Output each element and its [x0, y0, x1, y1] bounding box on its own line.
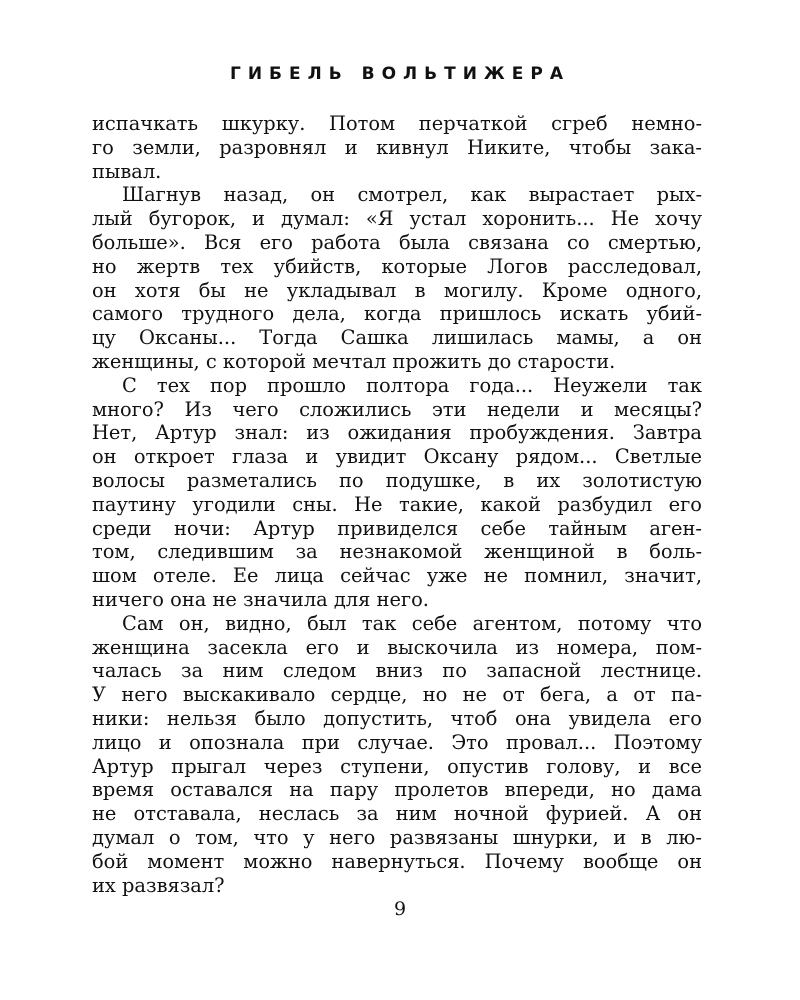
text-line: паутину угодили сны. Не такие, какой разбудил его — [92, 492, 702, 516]
text-line: испачкать шкурку. Потом перчаткой сгреб немно- — [92, 112, 702, 135]
paragraph — [92, 374, 702, 612]
text-line: не отставала, неслась за ним ночной фурией. А он — [92, 802, 702, 826]
text-line: он откроет глаза и увидит Оксану рядом... Светлые — [92, 445, 702, 469]
text-line: среди ночи: Артур привиделся себе тайным аген- — [92, 516, 702, 540]
text-line: самого трудного дела, когда пришлось искать убий- — [92, 302, 702, 326]
text-line: больше». Вся его работа была связана со смертью, — [92, 230, 702, 254]
text-line: думал о том, что у него развязаны шнурки, и в лю- — [92, 825, 702, 849]
text-line: том, следившим за незнакомой женщиной в боль- — [92, 540, 702, 564]
text-line: женщина засекла его и выскочила из номера, пом- — [92, 635, 702, 659]
body-text — [92, 112, 702, 897]
paragraph — [92, 183, 702, 373]
text-line: но жертв тех убийств, которые Логов расследовал, — [92, 254, 702, 278]
page-number: 9 — [393, 898, 407, 920]
running-header-title: ГИБЕЛЬ ВОЛЬТИЖЕРА — [230, 64, 570, 84]
text-line: шом отеле. Ее лица сейчас уже не помнил, значит, — [92, 564, 702, 588]
text-line: го земли, разровнял и кивнул Никите, чтобы зака- — [92, 135, 702, 159]
text-line: Шагнув назад, он смотрел, как вырастает рых- — [122, 183, 702, 207]
text-line: цу Оксаны... Тогда Сашка лишилась мамы, а он — [92, 326, 702, 350]
text-line: чалась за ним следом вниз по запасной лестнице. — [92, 659, 702, 683]
text-line: их развязал? — [92, 873, 225, 897]
text-line: много? Из чего сложились эти недели и месяцы? — [92, 397, 702, 421]
text-line: Артур прыгал через ступени, опустив голову, и все — [92, 754, 702, 778]
text-line: женщины, с которой мечтал прожить до старости. — [92, 349, 616, 373]
text-line: пывал. — [92, 159, 162, 183]
text-line: ники: нельзя было допустить, чтоб она увидела его — [92, 706, 702, 730]
text-line: время оставался на пару пролетов впереди, но дама — [92, 778, 702, 802]
text-line: У него выскакивало сердце, но не от бега, а от па- — [92, 683, 702, 707]
text-line: волосы разметались по подушке, в их золотистую — [92, 468, 702, 492]
text-line: он хотя бы не укладывал в могилу. Кроме одного, — [92, 278, 702, 302]
text-line: ничего она не значила для него. — [92, 587, 429, 611]
text-line: лый бугорок, и думал: «Я устал хоронить... Не хочу — [92, 207, 702, 231]
text-line: бой момент можно навернуться. Почему вообще он — [92, 849, 702, 873]
paragraph — [92, 612, 702, 898]
text-line: С тех пор прошло полтора года... Неужели так — [122, 373, 702, 397]
text-line: Сам он, видно, был так себе агентом, потому что — [122, 611, 702, 635]
text-line: лицо и опознала при случае. Это провал... Поэтому — [92, 730, 702, 754]
text-line: Нет, Артур знал: из ожидания пробуждения. Завтра — [92, 421, 702, 445]
paragraph — [92, 112, 702, 183]
